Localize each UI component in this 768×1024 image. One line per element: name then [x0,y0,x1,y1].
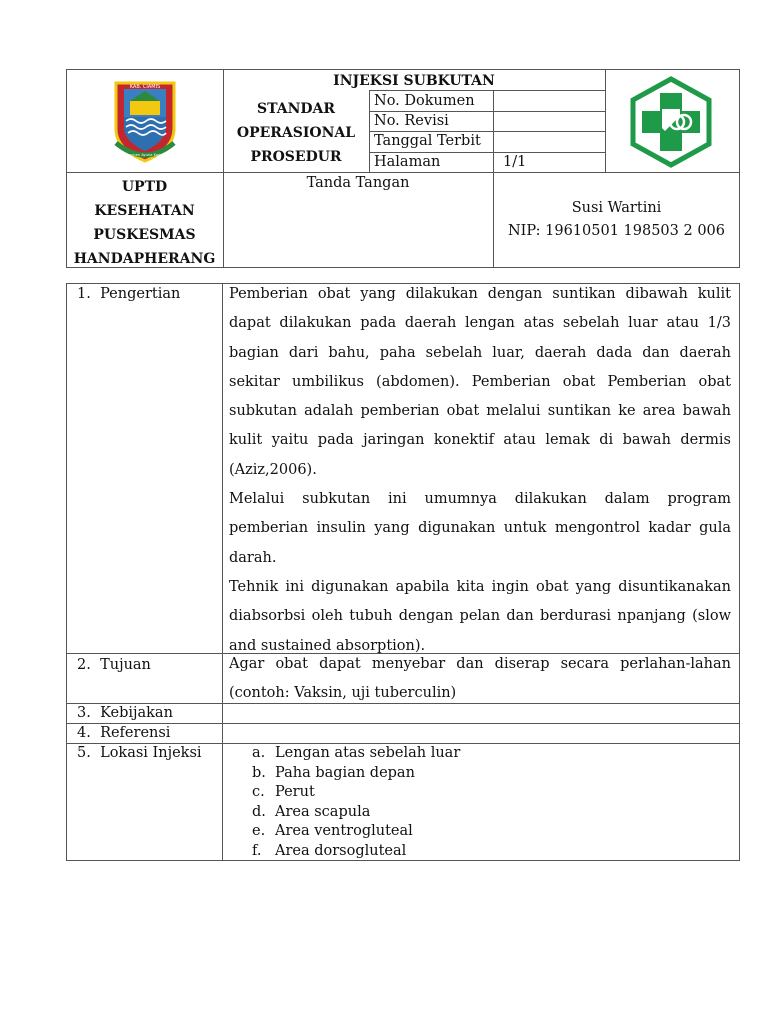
org-name-line-1: UPTD [121,179,168,195]
pengertian-paragraph: Pemberian obat yang dilakukan dengan suntikan dibawah kulit dapat dilakukan pada daerah lengan atas sebelah luar atau 1/3 bagian dari bahu, paha sebelah luar, daerah dada dan daerah sekitar umbilikus (abdomen). Pemberian obat Pemberian obat subkutan adalah pemberian obat melalui suntikan ke area bawah kulit yaitu pada jaringan konektif atau lemak di bawah dermis (Aziz,2006). [229,286,731,478]
section-label-referensi: 4. Referensi [77,725,171,741]
list-item: f. Area dorsogluteal [252,842,407,859]
pengertian-paragraph: Tehnik ini digunakan apabila kita ingin obat yang disuntikanakan diabsorbsi oleh tubuh dengan pelan dan berdurasi npanjang (slow and sustained absorption). [229,578,731,654]
lokasi-list [252,744,460,861]
sop-label-line-3: PROSEDUR [250,149,342,165]
list-item: a. Lengan atas sebelah luar [252,745,461,761]
content-divider [222,283,223,861]
pengertian-content [229,280,731,661]
signer-name: Susi Wartini [571,200,662,216]
org-name-line-4: HANDAPHERANG [73,251,216,267]
svg-text:Mahayuhen Ayuna Kadatuan: Mahayuhen Ayuna Kadatuan [119,153,171,157]
org-name-line-2: KESEHATAN [94,203,195,219]
tujuan-content: Agar obat dapat menyebar dan diserap secara perlahan-lahan (contoh: Vaksin, uji tuberculin) [229,656,731,702]
org-name-line-3: PUSKESMAS [93,227,196,243]
list-item: b. Paha bagian depan [252,764,415,781]
svg-text:KAB. CIAMIS: KAB. CIAMIS [129,84,161,90]
section-label-kebijakan: 3. Kebijakan [77,705,173,721]
sop-label-line-1: STANDAR [256,101,336,117]
signature-label: Tanda Tangan [306,175,410,191]
header-divider [605,69,606,172]
meta-label-no-revisi: No. Revisi [374,113,449,129]
pengertian-paragraph: Melalui subkutan ini umumnya dilakukan dalam program pemberian insulin yang digunakan untuk mengontrol kadar gula darah. [229,491,731,566]
document-title: INJEKSI SUBKUTAN [333,73,495,89]
meta-label-tanggal-terbit: Tanggal Terbit [374,133,481,149]
regency-crest-logo [110,77,180,165]
meta-label-halaman: Halaman [374,154,441,170]
signer-nip: NIP: 19610501 198503 2 006 [507,223,726,239]
meta-label-no-dokumen: No. Dokumen [374,93,475,109]
section-label-lokasi-injeksi: 5. Lokasi Injeksi [77,745,202,761]
section-label-tujuan: 2. Tujuan [77,657,151,673]
sop-label-line-2: OPERASIONAL [236,125,356,141]
puskesmas-logo [629,76,713,168]
section-label-pengertian: 1. Pengertian [77,286,181,302]
list-item: c. Perut [252,784,315,800]
list-item: e. Area ventrogluteal [252,823,413,839]
meta-value-halaman: 1/1 [503,154,527,170]
header-divider [493,90,494,268]
header-divider [66,172,740,173]
list-item: d. Area scapula [252,803,371,820]
